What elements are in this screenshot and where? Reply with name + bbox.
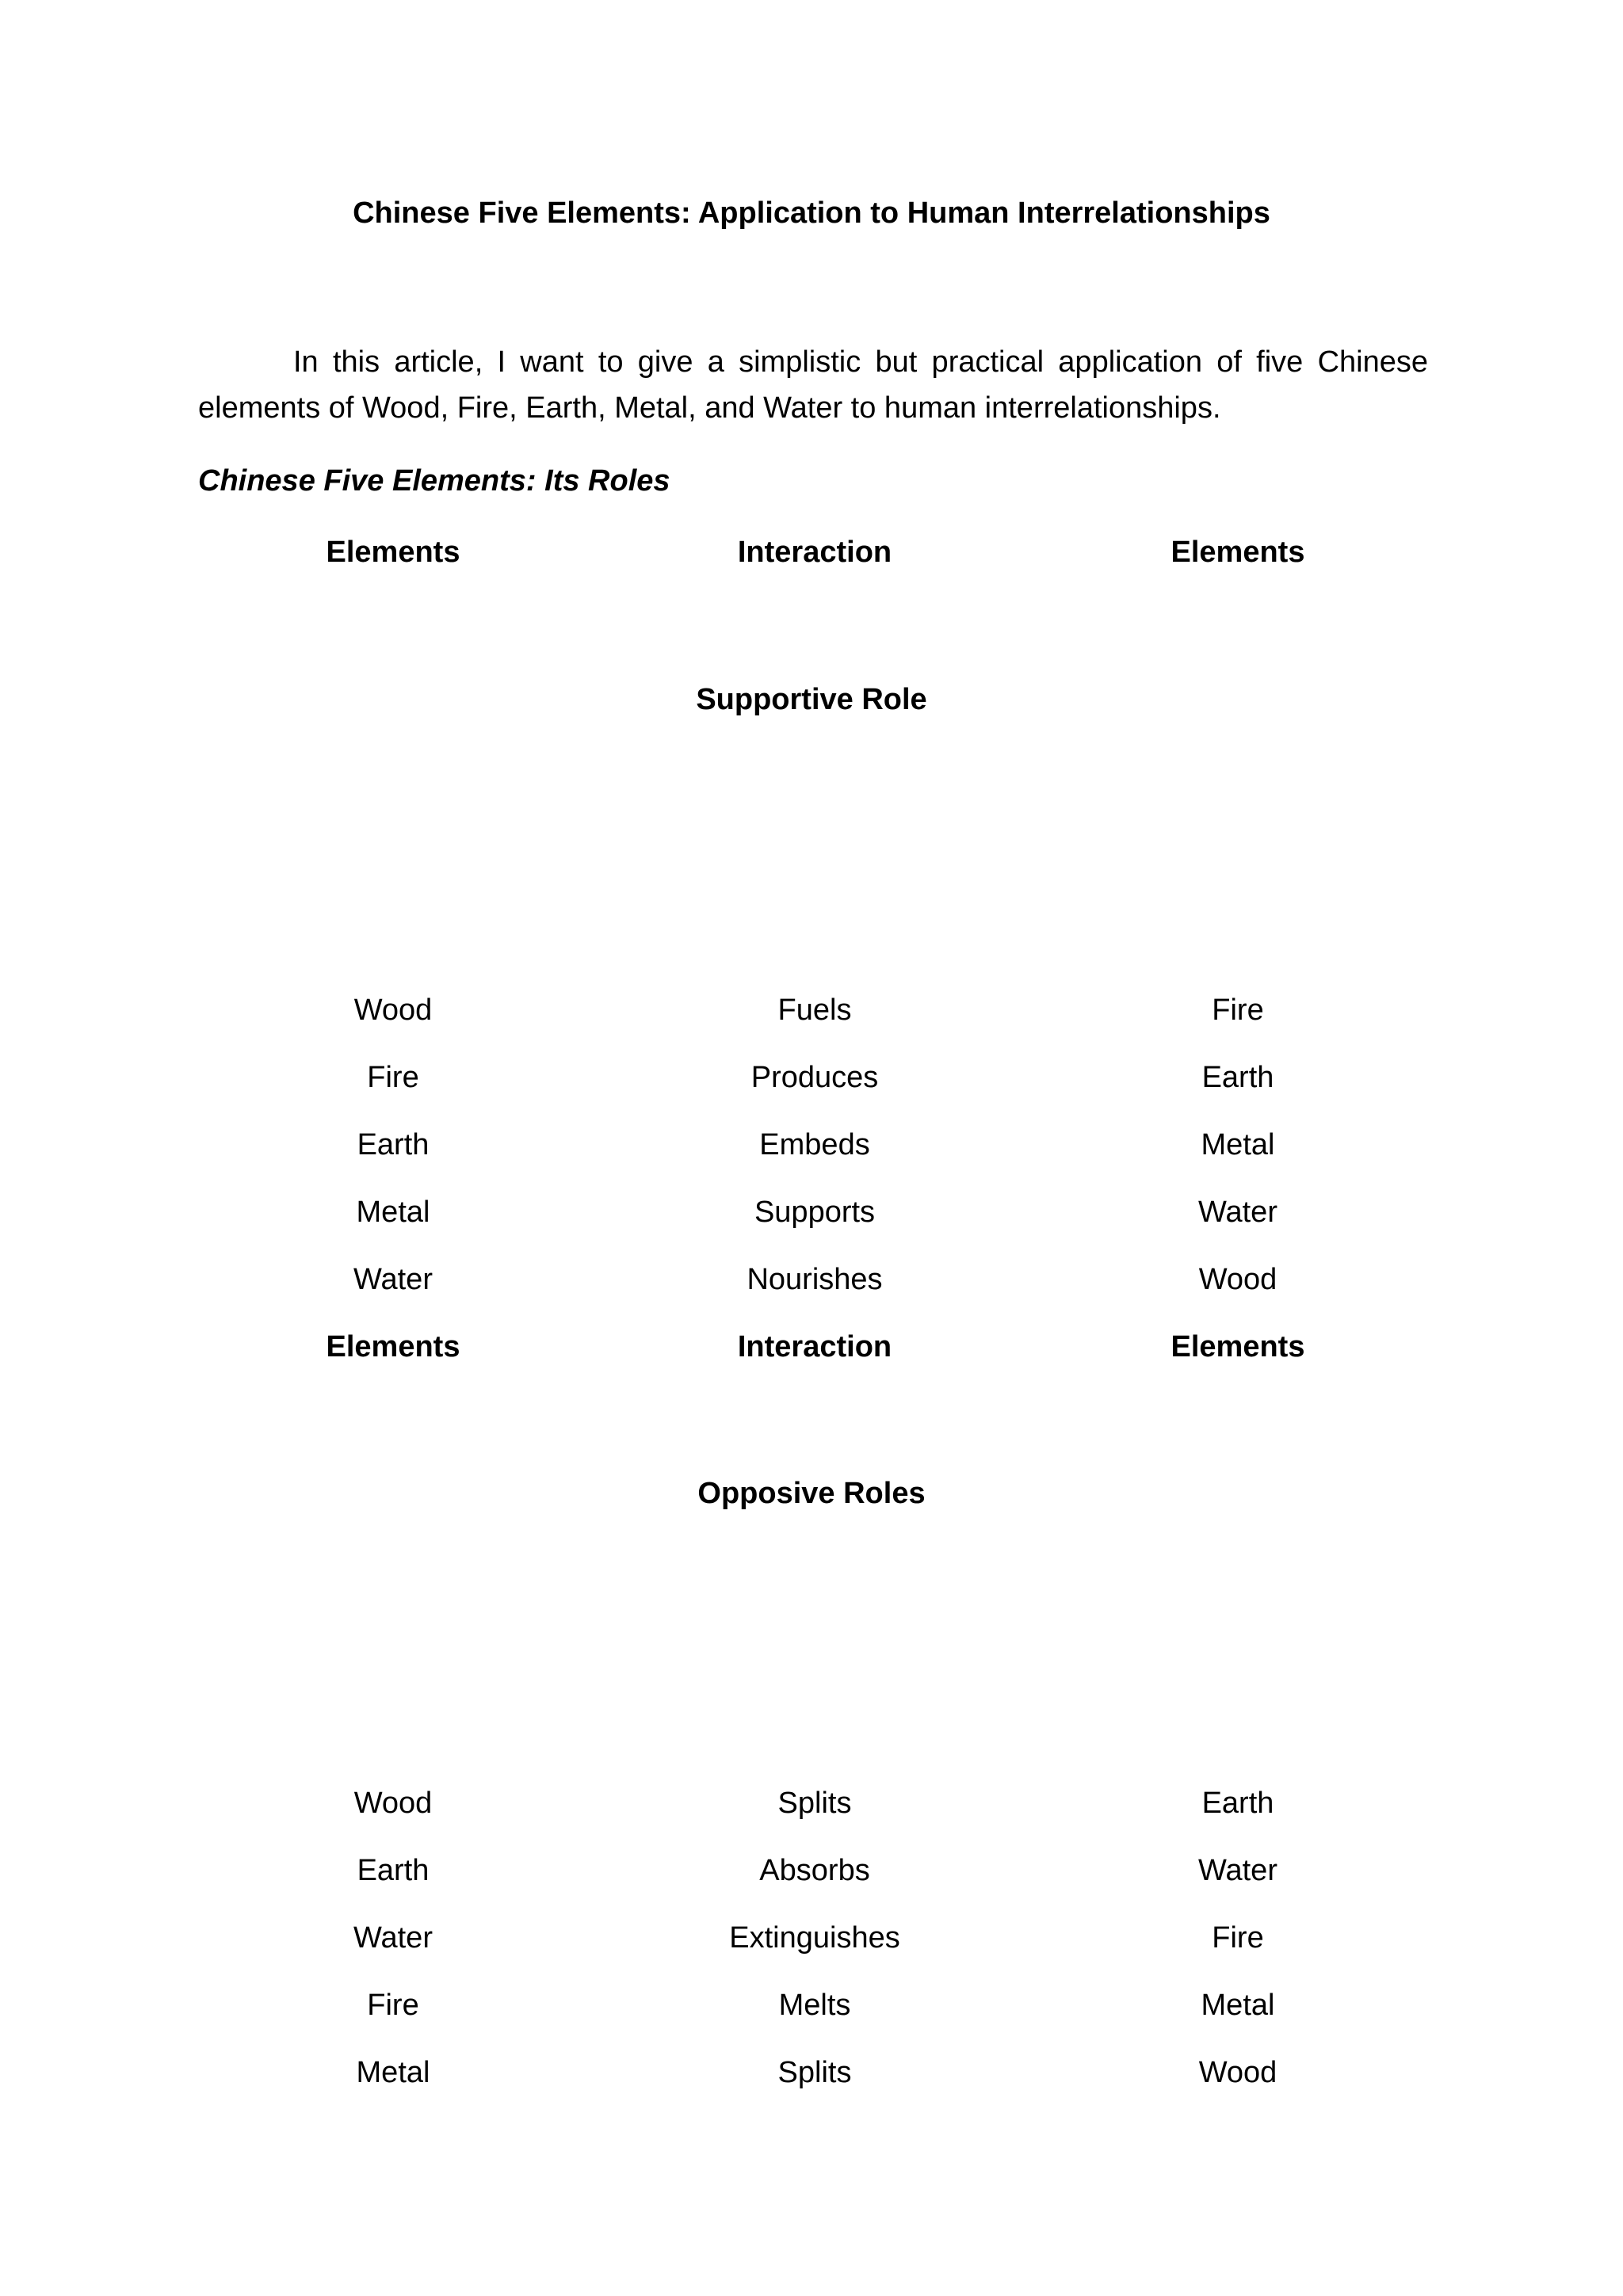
element-target: Fire <box>1212 994 1264 1027</box>
element-source: Metal <box>356 1196 430 1229</box>
element-target: Water <box>1198 1854 1277 1887</box>
supportive-role-title: Supportive Role <box>696 683 927 716</box>
section-heading: Chinese Five Elements: Its Roles <box>198 464 670 498</box>
table-row <box>0 1263 1623 1310</box>
element-source: Water <box>353 1263 433 1296</box>
interaction: Embeds <box>759 1128 870 1161</box>
table-row <box>0 1989 1623 2036</box>
header-elements-left: Elements <box>326 1330 460 1363</box>
table-row <box>0 1061 1623 1108</box>
interaction: Extinguishes <box>729 1921 900 1955</box>
table-row <box>0 2056 1623 2103</box>
element-source: Wood <box>353 994 433 1027</box>
element-target: Metal <box>1201 1989 1275 2022</box>
table-row <box>0 994 1623 1041</box>
interaction: Melts <box>778 1989 851 2022</box>
element-source: Fire <box>367 1061 419 1094</box>
element-target: Fire <box>1212 1921 1264 1955</box>
page-title: Chinese Five Elements: Application to Human Interrelationships <box>353 196 1270 230</box>
header-elements-right: Elements <box>1170 1330 1305 1363</box>
table-row <box>0 1128 1623 1176</box>
table-row <box>0 1921 1623 1969</box>
element-target: Earth <box>1201 1787 1274 1820</box>
element-source: Fire <box>367 1989 419 2022</box>
element-target: Wood <box>1198 1263 1277 1296</box>
element-target: Earth <box>1201 1061 1274 1094</box>
element-source: Earth <box>357 1854 430 1887</box>
interaction: Splits <box>777 2056 852 2089</box>
interaction: Fuels <box>777 994 852 1027</box>
element-target: Metal <box>1201 1128 1275 1161</box>
interaction: Splits <box>777 1787 852 1820</box>
intro-text: In this article, I want to give a simplistic but practical application of five Chinese elements of Wood, Fire, Earth, Metal, and Water to human interrelationships. <box>198 345 1428 425</box>
opposive-roles-title: Opposive Roles <box>697 1477 926 1510</box>
interaction: Nourishes <box>747 1263 883 1296</box>
element-source: Earth <box>357 1128 430 1161</box>
intro-paragraph <box>198 339 1428 431</box>
table-row <box>0 1854 1623 1901</box>
interaction: Supports <box>754 1196 876 1229</box>
header-elements-left: Elements <box>326 536 460 569</box>
element-target: Water <box>1198 1196 1277 1229</box>
header-interaction: Interaction <box>737 1330 892 1363</box>
element-target: Wood <box>1198 2056 1277 2089</box>
interaction: Produces <box>750 1061 879 1094</box>
element-source: Water <box>353 1921 433 1955</box>
element-source: Wood <box>353 1787 433 1820</box>
interaction: Absorbs <box>759 1854 870 1887</box>
table-row <box>0 1787 1623 1834</box>
header-interaction: Interaction <box>737 536 892 569</box>
header-elements-right: Elements <box>1170 536 1305 569</box>
table-header-row <box>0 1330 1623 1378</box>
element-source: Metal <box>356 2056 430 2089</box>
table-header-row <box>0 536 1623 583</box>
table-row <box>0 1196 1623 1243</box>
